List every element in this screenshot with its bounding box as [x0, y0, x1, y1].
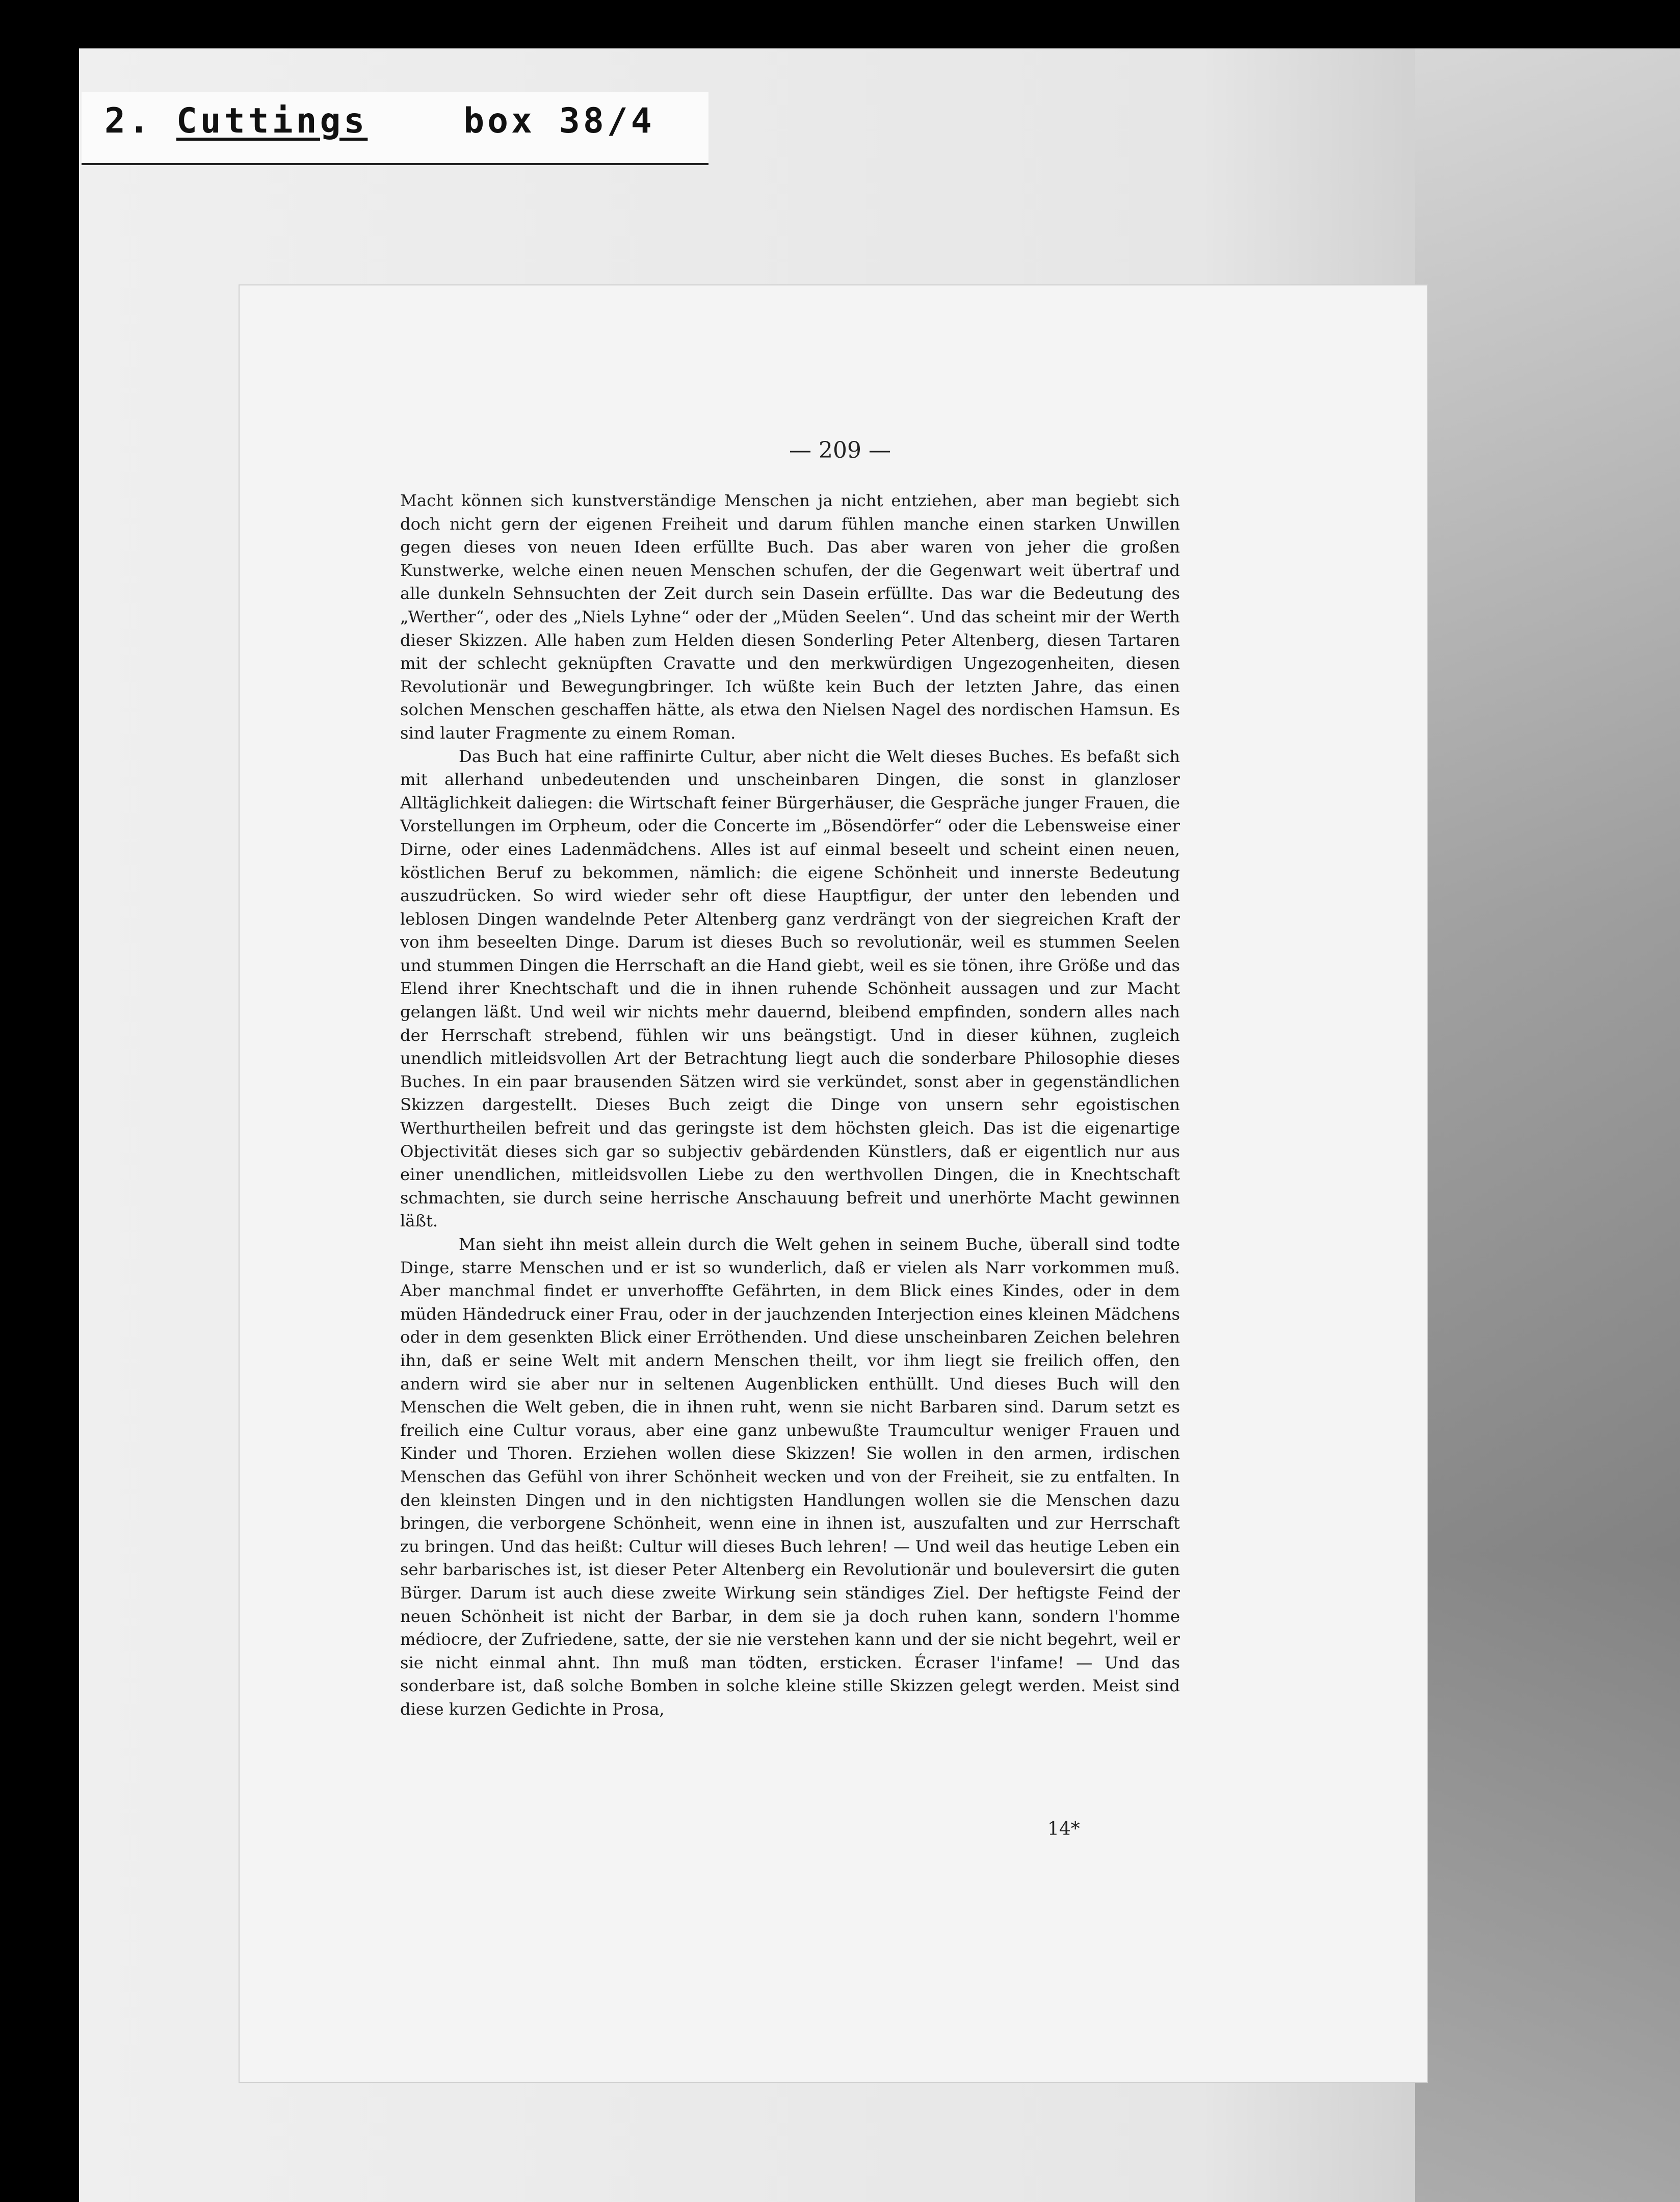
archive-label	[104, 101, 655, 141]
paragraph-1: Macht können sich kunstverständige Menschen ja nicht entziehen, aber man begiebt sich doch nicht gern der eigenen Freiheit und darum fühlen manche einen starken Unwillen gegen dieses von neuen Ideen erfüllte Buch. Das aber waren von jeher die großen Kunstwerke, welche einen neuen Menschen schufen, der die Gegenwart weit übertraf und alle dunkeln Sehnsuchten der Zeit durch sein Dasein erfüllte. Das war die Bedeutung des „Werther“, oder des „Niels Lyhne“ oder der „Müden Seelen“. Und das scheint mir der Werth dieser Skizzen. Alle haben zum Helden diesen Sonderling Peter Altenberg, diesen Tartaren mit der schlecht geknüpften Cravatte und den merkwürdigen Ungezogenheiten, diesen Revolutionär und Bewegungbringer. Ich wüßte kein Buch der letzten Jahre, das einen solchen Menschen geschaffen hätte, als etwa den Nielsen Nagel des nordischen Hamsun. Es sind lauter Fragmente zu einem Roman.	[400, 491, 1180, 743]
article-body	[400, 489, 1180, 1721]
board-shadow	[1415, 48, 1680, 2202]
label-cuttings: Cuttings	[176, 101, 368, 141]
label-number: 2.	[104, 101, 152, 141]
label-box-number: box 38/4	[463, 101, 655, 141]
signature-mark: 14*	[1047, 1819, 1080, 1840]
paragraph-3: Man sieht ihn meist allein durch die Welt gehen in seinem Buche, überall sind todte Dinge, starre Menschen und er ist so wunderlich, daß er vielen als Narr vorkommen muß. Aber manchmal findet er unverhoffte Gefährten, in dem Blick eines Kindes, oder in dem müden Händedruck einer Frau, oder in der jauchzenden Interjection eines kleinen Mädchens oder in dem gesenkten Blick einer Erröthenden. Und diese unscheinbaren Zeichen belehren ihn, daß er seine Welt mit andern Menschen theilt, vor ihm liegt sie freilich offen, den andern wird sie aber nur in seltenen Augenblicken enthüllt. Und dieses Buch will den Menschen die Welt geben, die in ihnen ruht, wenn sie nicht Barbaren sind. Darum setzt es freilich eine Cultur voraus, aber eine ganz unbewußte Traumcultur weniger Frauen und Kinder und Thoren. Erziehen wollen diese Skizzen! Sie wollen in den armen, irdischen Menschen das Gefühl von ihrer Schönheit wecken und von der Freiheit, sie zu entfalten. In den kleinsten Dingen und in den nichtigsten Handlungen wollen sie die Menschen dazu bringen, die verborgene Schönheit, wenn eine in ihnen ist, auszufalten und zur Herrschaft zu bringen. Und das heißt: Cultur will dieses Buch lehren! — Und weil das heutige Leben ein sehr barbarisches ist, ist dieser Peter Altenberg ein Revolutionär und bouleversirt die guten Bürger. Darum ist auch diese zweite Wirkung sein ständiges Ziel. Der heftigste Feind der neuen Schönheit ist nicht der Barbar, in dem sie ja doch ruhen kann, sondern l'homme médiocre, der Zufriedene, satte, der sie nie verstehen kann und der sie nicht begehrt, weil er sie nicht einmal ahnt. Ihn muß man tödten, ersticken. Écraser l'infame! — Und das sonderbare ist, daß solche Bomben in solche kleine stille Skizzen gelegt werden. Meist sind diese kurzen Gedichte in Prosa,	[400, 1235, 1180, 1719]
paragraph-2: Das Buch hat eine raffinirte Cultur, aber nicht die Welt dieses Buches. Es befaßt sich mit allerhand unbedeutenden und unscheinbaren Dingen, die sonst in glanzloser Alltäglichkeit daliegen: die Wirtschaft feiner Bürgerhäuser, die Gespräche junger Frauen, die Vorstellungen im Orpheum, oder die Concerte im „Bösendörfer“ oder die Lebensweise einer Dirne, oder eines Ladenmädchens. Alles ist auf einmal beseelt und scheint einen neuen, köstlichen Beruf zu bekommen, nämlich: die eigene Schönheit und innerste Bedeutung auszudrücken. So wird wieder sehr oft diese Hauptfigur, der unter den lebenden und leblosen Dingen wandelnde Peter Altenberg ganz verdrängt von der siegreichen Kraft der von ihm beseelten Dinge. Darum ist dieses Buch so revolutionär, weil es stummen Seelen und stummen Dingen die Herrschaft an die Hand giebt, weil es sie tönen, ihre Größe und das Elend ihrer Knechtschaft und die in ihnen ruhende Schönheit aussagen und zur Macht gelangen läßt. Und weil wir nichts mehr dauernd, bleibend empfinden, sondern alles nach der Herrschaft strebend, fühlen wir uns beängstigt. Und in dieser kühnen, zugleich unendlich mitleidsvollen Art der Betrachtung liegt auch die sonderbare Philosophie dieses Buches. In ein paar brausenden Sätzen wird sie verkündet, sonst aber in gegenständlichen Skizzen dargestellt. Dieses Buch zeigt die Dinge von unsern sehr egoistischen Werthurtheilen befreit und das geringste ist dem höchsten gleich. Das ist die eigenartige Objectivität dieses sich gar so subjectiv gebärdenden Künstlers, daß er eigentlich nur aus einer unendlichen, mitleidsvollen Liebe zu den werthvollen Dingen, die in Knechtschaft schmachten, sie durch seine herrische Anschauung befreit und unerhörte Macht gewinnen läßt.	[400, 746, 1180, 1231]
page-number: — 209 —	[789, 437, 891, 463]
